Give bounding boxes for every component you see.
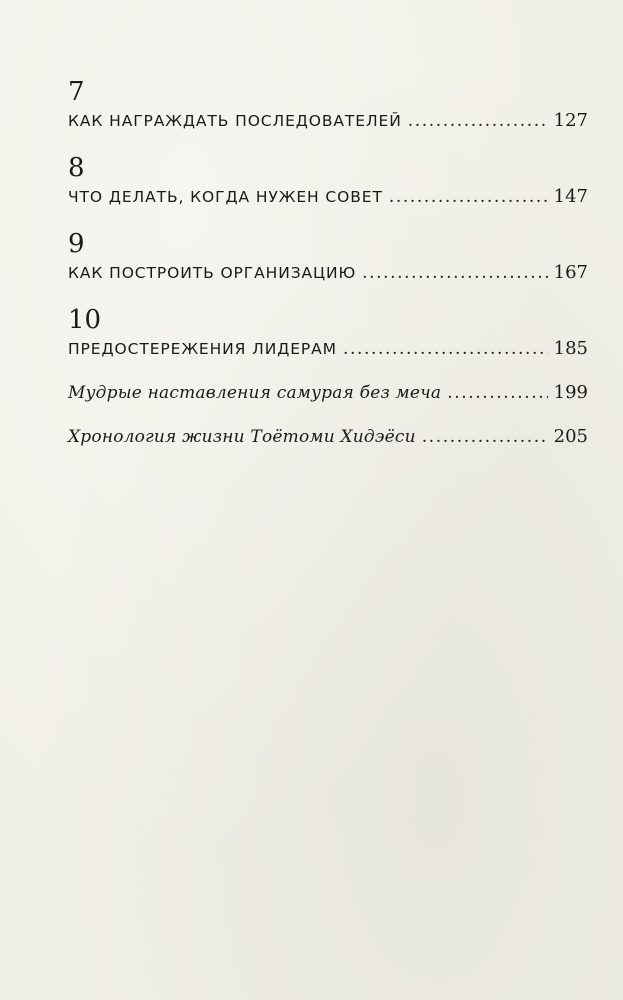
- page-number: 147: [553, 186, 588, 207]
- chapter-number: 7: [68, 77, 85, 107]
- dot-leader: [362, 262, 548, 284]
- page-number: 167: [553, 262, 588, 283]
- page-number: 127: [553, 110, 588, 131]
- dot-leader: [389, 186, 548, 208]
- toc-appendix-sayings: [68, 382, 588, 404]
- page-number: 199: [553, 382, 588, 403]
- toc-chapter-8: [68, 154, 588, 208]
- toc-entry: [68, 338, 588, 360]
- appendix-title: Хронология жизни Тоётоми Хидэёси: [68, 427, 416, 447]
- page-number: 205: [553, 426, 588, 447]
- toc-chapter-10: [68, 306, 588, 360]
- dot-leader: [447, 382, 547, 404]
- table-of-contents: [68, 78, 588, 448]
- toc-chapter-7: [68, 78, 588, 132]
- toc-entry: [68, 110, 588, 132]
- dot-leader: [343, 338, 548, 360]
- dot-leader: [408, 110, 548, 132]
- toc-entry: [68, 186, 588, 208]
- chapter-number: 10: [68, 305, 102, 335]
- chapter-title: ЧТО ДЕЛАТЬ, КОГДА НУЖЕН СОВЕТ: [68, 188, 383, 206]
- chapter-title: КАК НАГРАЖДАТЬ ПОСЛЕДОВАТЕЛЕЙ: [68, 112, 402, 130]
- chapter-title: ПРЕДОСТЕРЕЖЕНИЯ ЛИДЕРАМ: [68, 340, 337, 358]
- page-number: 185: [553, 338, 588, 359]
- toc-entry: [68, 426, 588, 448]
- toc-appendix-chronology: [68, 426, 588, 448]
- chapter-number: 9: [68, 229, 85, 259]
- toc-entry: [68, 262, 588, 284]
- appendix-title: Мудрые наставления самурая без меча: [68, 383, 442, 403]
- chapter-title: КАК ПОСТРОИТЬ ОРГАНИЗАЦИЮ: [68, 264, 357, 282]
- dot-leader: [422, 426, 548, 448]
- toc-entry: [68, 382, 588, 404]
- toc-chapter-9: [68, 230, 588, 284]
- chapter-number: 8: [68, 153, 85, 183]
